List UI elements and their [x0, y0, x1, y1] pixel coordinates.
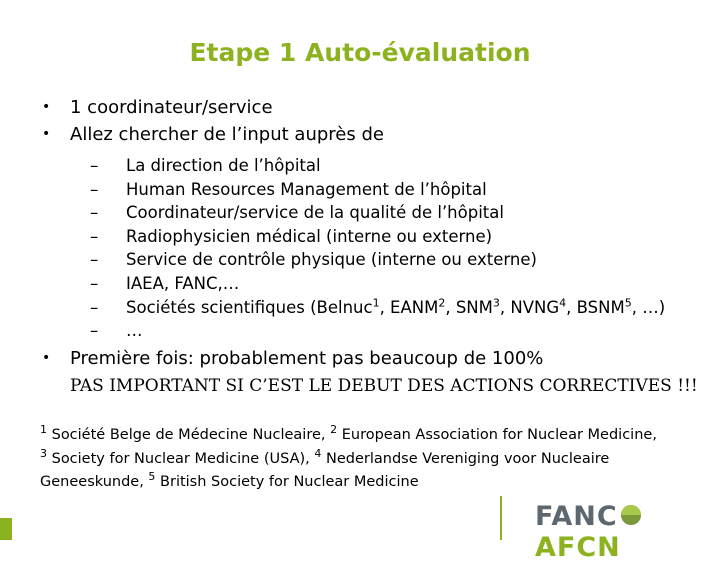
- bullet-marker: •: [42, 126, 51, 142]
- sub-item-text: …: [126, 321, 143, 341]
- footnotes: [40, 424, 680, 495]
- societies-part: , EANM: [379, 297, 439, 317]
- fanc-afcn-logo: [535, 501, 720, 563]
- footnote-number: 2: [330, 423, 338, 437]
- societies-part: , NVNG: [499, 297, 560, 317]
- sub-list: [90, 154, 710, 343]
- dash-marker: –: [90, 297, 99, 317]
- dash-marker: –: [90, 203, 99, 223]
- bullet-text: Allez chercher de l’input auprès de: [70, 124, 384, 145]
- footnote-ref: 1: [372, 296, 380, 310]
- sub-item-text: Service de contrôle physique (interne ou externe): [126, 250, 537, 270]
- societies-suffix: , …): [631, 297, 666, 317]
- sub-item: [90, 225, 710, 249]
- footnote-ref: 2: [438, 296, 446, 310]
- sub-item-text: La direction de l’hôpital: [126, 156, 321, 175]
- footnote-number: 5: [148, 470, 156, 484]
- sub-item-text: IAEA, FANC,…: [126, 273, 240, 293]
- sub-item: [90, 178, 710, 202]
- bullet-marker: •: [42, 99, 51, 115]
- sub-item: [90, 319, 710, 343]
- sub-item-text: Radiophysicien médical (interne ou externe): [126, 226, 493, 246]
- societies-prefix: Sociétés scientifiques (Belnuc: [126, 297, 373, 317]
- bullet-text-emphasis: PAS IMPORTANT SI C’EST LE DEBUT DES ACTIONS CORRECTIVES !!!: [70, 375, 698, 396]
- footnote-number: 1: [40, 423, 47, 437]
- dash-marker: –: [90, 321, 99, 341]
- accent-bar: [0, 518, 12, 540]
- bullet-list: [40, 94, 710, 400]
- sub-item: [90, 201, 710, 225]
- sub-item-text: Coordinateur/service de la qualité de l’hôpital: [126, 203, 504, 223]
- logo-text-right: AFCN: [535, 532, 621, 563]
- sub-item-societies: [90, 296, 710, 320]
- dash-marker: –: [90, 250, 99, 270]
- footnote-ref: 5: [624, 296, 632, 310]
- societies-part: , BSNM: [566, 297, 625, 317]
- footnote-text: European Association for Nuclear Medicine,: [337, 427, 657, 443]
- bullet-item: [40, 94, 710, 121]
- dash-marker: –: [90, 226, 99, 246]
- slide-title: Etape 1 Auto-évaluation: [189, 38, 531, 67]
- footnote-number: 4: [314, 446, 322, 460]
- bullet-marker: •: [42, 349, 51, 366]
- footnote-text: British Society for Nuclear Medicine: [155, 474, 419, 490]
- footnote-number: 3: [40, 446, 47, 460]
- logo-text-left: FANC: [535, 501, 618, 532]
- footnote-ref: 3: [492, 296, 500, 310]
- footer-divider: [500, 496, 502, 540]
- bullet-item: [40, 345, 710, 400]
- dash-marker: –: [90, 179, 99, 199]
- footnote-text: Société Belge de Médecine Nucleaire,: [47, 427, 331, 443]
- bullet-text: Première fois: probablement pas beaucoup de 100%: [70, 347, 544, 369]
- footnote-text: Nederlandse Vereniging voor Nucleaire Geneeskunde,: [40, 450, 610, 490]
- sub-item: [90, 248, 710, 272]
- sub-item: [90, 272, 710, 296]
- societies-part: , SNM: [445, 297, 493, 317]
- sub-item-text: Human Resources Management de l’hôpital: [126, 179, 487, 199]
- footnote-text: Society for Nuclear Medicine (USA),: [47, 450, 315, 467]
- sub-item: [90, 154, 710, 178]
- dash-marker: –: [90, 273, 99, 293]
- bullet-item: [40, 121, 710, 343]
- logo-circle-icon: [620, 504, 642, 526]
- footnote-ref: 4: [559, 296, 567, 310]
- dash-marker: –: [90, 156, 99, 175]
- bullet-text: 1 coordinateur/service: [70, 97, 273, 118]
